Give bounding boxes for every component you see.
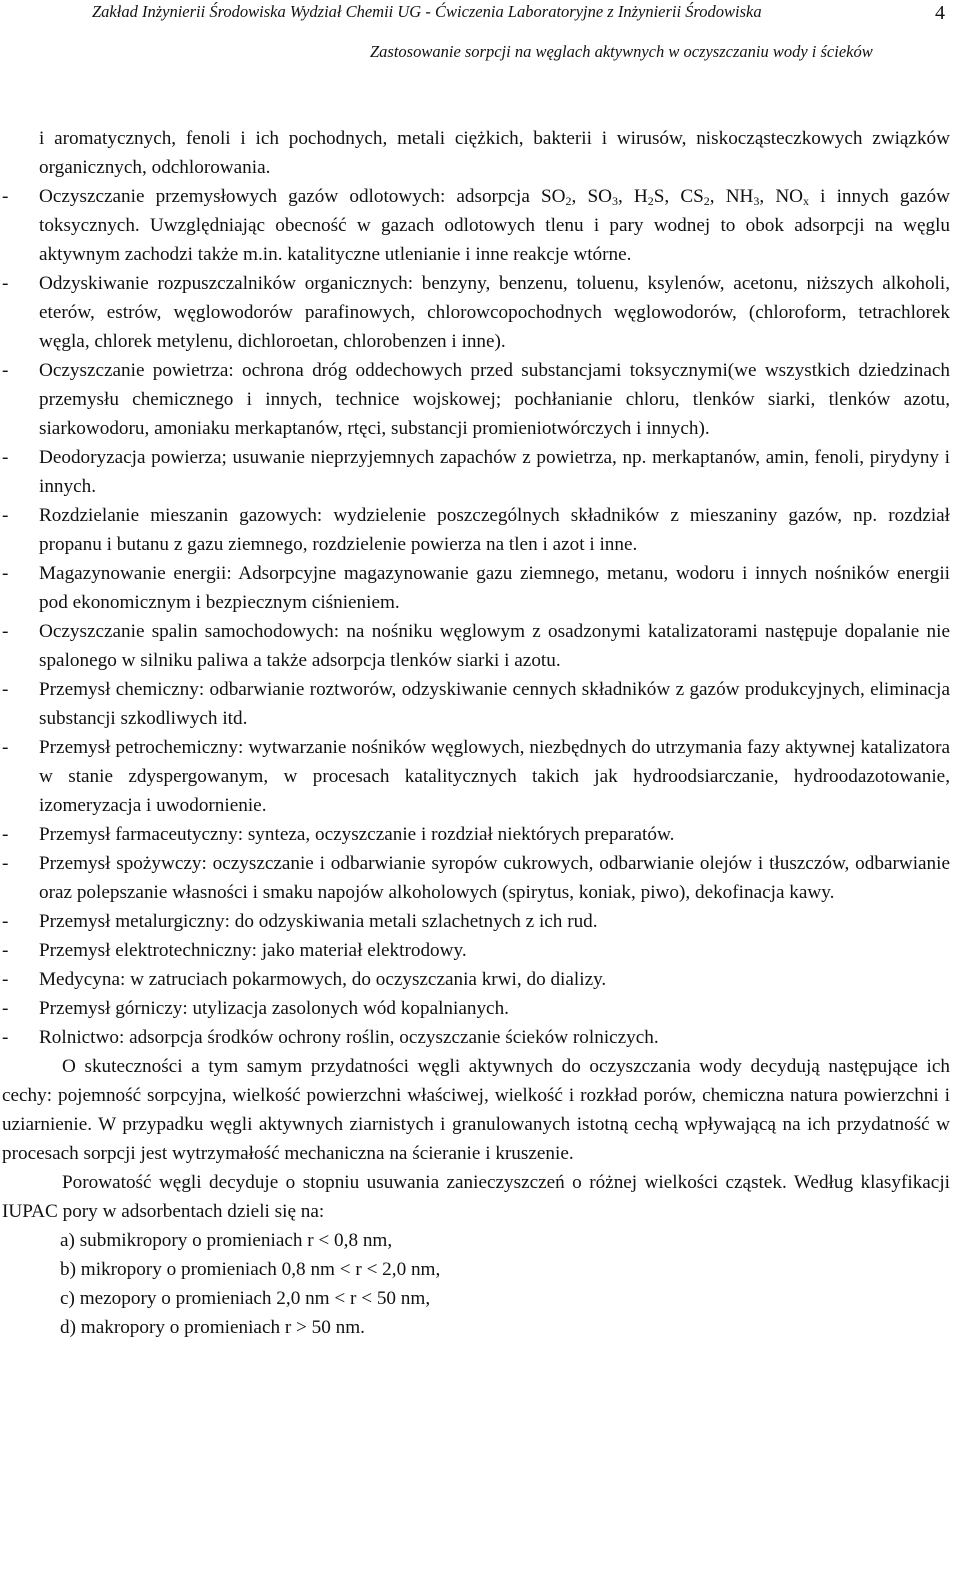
list-bullet: -: [2, 940, 9, 961]
list-bullet: -: [2, 621, 9, 642]
list-item: [2, 501, 950, 559]
document-body: [2, 124, 950, 1342]
list-item: [2, 1023, 950, 1052]
list-item: [2, 675, 950, 733]
list-item: [2, 936, 950, 965]
list-bullet: -: [2, 737, 9, 758]
list-bullet: -: [2, 505, 9, 526]
list-bullet: -: [2, 998, 9, 1019]
list-bullet: -: [2, 447, 9, 468]
text-run: , SO: [571, 186, 612, 207]
list-item-text: Medycyna: w zatruciach pokarmowych, do oczyszczania krwi, do dializy.: [39, 969, 607, 990]
list-bullet: -: [2, 911, 9, 932]
list-item: [2, 443, 950, 501]
list-bullet: -: [2, 824, 9, 845]
list-item-text: Rolnictwo: adsorpcja środków ochrony roślin, oczyszczanie ścieków rolniczych.: [39, 1027, 659, 1048]
text-run: , NO: [759, 186, 804, 207]
list-bullet: -: [2, 563, 9, 584]
pore-list-item: d) makropory o promieniach r > 50 nm.: [60, 1317, 365, 1338]
page-header: [0, 0, 960, 80]
list-item-text: Przemysł farmaceutyczny: synteza, oczyszczanie i rozdział niektórych preparatów.: [39, 824, 675, 845]
list-item-text: Przemysł metalurgiczny: do odzyskiwania metali szlachetnych z ich rud.: [39, 911, 598, 932]
list-item: [2, 965, 950, 994]
list-item-text: [39, 182, 950, 269]
subscript: 3: [753, 194, 760, 208]
list-item: [2, 269, 950, 356]
list-bullet: -: [2, 360, 9, 381]
header-institution: Zakład Inżynierii Środowiska Wydział Chemii UG - Ćwiczenia Laboratoryjne z Inżynierii Środowiska: [92, 2, 762, 21]
list-bullet: -: [2, 679, 9, 700]
list-item-text: Rozdzielanie mieszanin gazowych: wydzielenie poszczególnych składników z mieszaniny gazów, np. rozdział propanu i butanu z gazu ziemnego, rozdzielenie powierza na tlen i azot i inne.: [39, 505, 950, 555]
paragraph-porosity: Porowatość węgli decyduje o stopniu usuwania zanieczyszczeń o różnej wielkości cząstek. Według klasyfikacji IUPAC pory w adsorbentach dzieli się na:: [2, 1172, 950, 1222]
list-item: [2, 994, 950, 1023]
text-run: , NH: [709, 186, 754, 207]
subscript: 2: [565, 194, 572, 208]
list-item-text: Oczyszczanie powietrza: ochrona dróg oddechowych przed substancjami toksycznymi(we wszystkich dziedzinach przemysłu chemicznego i innych, technice wojskowej; pochłanianie chloru, tlenków siarki, tlenków azotu, siarkowodoru, amoniaku merkaptanów, rtęci, substancji promieniotwórczych i innych).: [39, 360, 950, 439]
list-item: [2, 733, 950, 820]
list-item: [2, 356, 950, 443]
list-bullet: -: [2, 1027, 9, 1048]
list-item: [2, 559, 950, 617]
list-bullet: -: [2, 853, 9, 874]
list-item-gas-cleaning: [2, 182, 950, 269]
text-run: i innych gazów toksycznych. Uwzględniając obecność w gazach odlotowych tlenu i pary wodnej to obok adsorpcji na węglu aktywnym zachodzi także m.in. katalityczne utlenianie i inne reakcje wtórne.: [39, 186, 951, 265]
subscript: 3: [611, 194, 618, 208]
list-bullet: -: [2, 186, 9, 207]
list-item-text: Przemysł spożywczy: oczyszczanie i odbarwianie syropów cukrowych, odbarwianie olejów i tłuszczów, odbarwianie oraz polepszanie własności i smaku napojów alkoholowych (spirytus, koniak, piwo), dekofinacja kawy.: [39, 853, 950, 903]
subscript: x: [803, 194, 810, 208]
list-item-text: Oczyszczanie spalin samochodowych: na nośniku węglowym z osadzonymi katalizatorami następuje dopalanie nie spalonego w silniku paliwa a także adsorpcja tlenków siarki i azotu.: [39, 621, 950, 671]
subscript: 2: [647, 194, 654, 208]
page-number: 4: [935, 2, 945, 24]
list-item-text: Przemysł chemiczny: odbarwianie roztworów, odzyskiwanie cennych składników z gazów produkcyjnych, eliminacja substancji szkodliwych itd.: [39, 679, 950, 729]
list-item-text: Odzyskiwanie rozpuszczalników organicznych: benzyny, benzenu, toluenu, ksylenów, acetonu, niższych alkoholi, eterów, estrów, węglowodorów parafinowych, chlorowcopochodnych węglowodorów, (chloroform, tetrachlorek węgla, chlorek metylenu, dichloroetan, chlorobenzen i inne).: [39, 273, 950, 352]
list-item: [2, 907, 950, 936]
pore-classification-list: [2, 1226, 950, 1342]
text-run: S, CS: [653, 186, 704, 207]
list-item: [2, 849, 950, 907]
subscript: 2: [703, 194, 710, 208]
pore-list-item: a) submikropory o promieniach r < 0,8 nm,: [60, 1230, 393, 1251]
text-run: Oczyszczanie przemysłowych gazów odlotowych: adsorpcja SO: [39, 186, 566, 207]
list-item-text: Deodoryzacja powierza; usuwanie nieprzyjemnych zapachów z powietrza, np. merkaptanów, amin, fenoli, pirydyny i innych.: [39, 447, 950, 497]
list-bullet: -: [2, 969, 9, 990]
list-item: [2, 617, 950, 675]
paragraph-activated-carbon-properties: O skuteczności a tym samym przydatności węgli aktywnych do oczyszczania wody decydują następujące ich cechy: pojemność sorpcyjna, wielkość powierzchni właściwej, wielkość i rozkład porów, chemiczna natura powierzchni i uziarnienie. W przypadku węgli aktywnych ziarnistych i granulowanych istotną cechą wpływającą na ich przydatność w procesach sorpcji jest wytrzymałość mechaniczna na ścieranie i kruszenie.: [2, 1056, 950, 1164]
list-item-text: Przemysł petrochemiczny: wytwarzanie nośników węglowych, niezbędnych do utrzymania fazy aktywnej katalizatora w stanie zdyspergowanym, w procesach katalitycznych takich jak hydroodsiarczanie, hydroodazotowanie, izomeryzacja i uwodornienie.: [39, 737, 950, 816]
list-bullet: -: [2, 273, 9, 294]
header-topic: Zastosowanie sorpcji na węglach aktywnych w oczyszczaniu wody i ścieków: [370, 42, 873, 61]
pore-list-item: b) mikropory o promieniach 0,8 nm < r < 2,0 nm,: [60, 1259, 441, 1280]
list-item-text: Magazynowanie energii: Adsorpcyjne magazynowanie gazu ziemnego, metanu, wodoru i innych nośników energii pod ekonomicznym i bezpiecznym ciśnieniem.: [39, 563, 950, 613]
pore-list-item: c) mezopory o promieniach 2,0 nm < r < 50 nm,: [60, 1288, 431, 1309]
list-item-continuation: i aromatycznych, fenoli i ich pochodnych, metali ciężkich, bakterii i wirusów, niskocząsteczkowych związków organicznych, odchlorowania.: [39, 128, 950, 178]
list-item-text: Przemysł elektrotechniczny: jako materiał elektrodowy.: [39, 940, 467, 961]
list-item-text: Przemysł górniczy: utylizacja zasolonych wód kopalnianych.: [39, 998, 509, 1019]
list-item: [2, 820, 950, 849]
text-run: , H: [617, 186, 648, 207]
